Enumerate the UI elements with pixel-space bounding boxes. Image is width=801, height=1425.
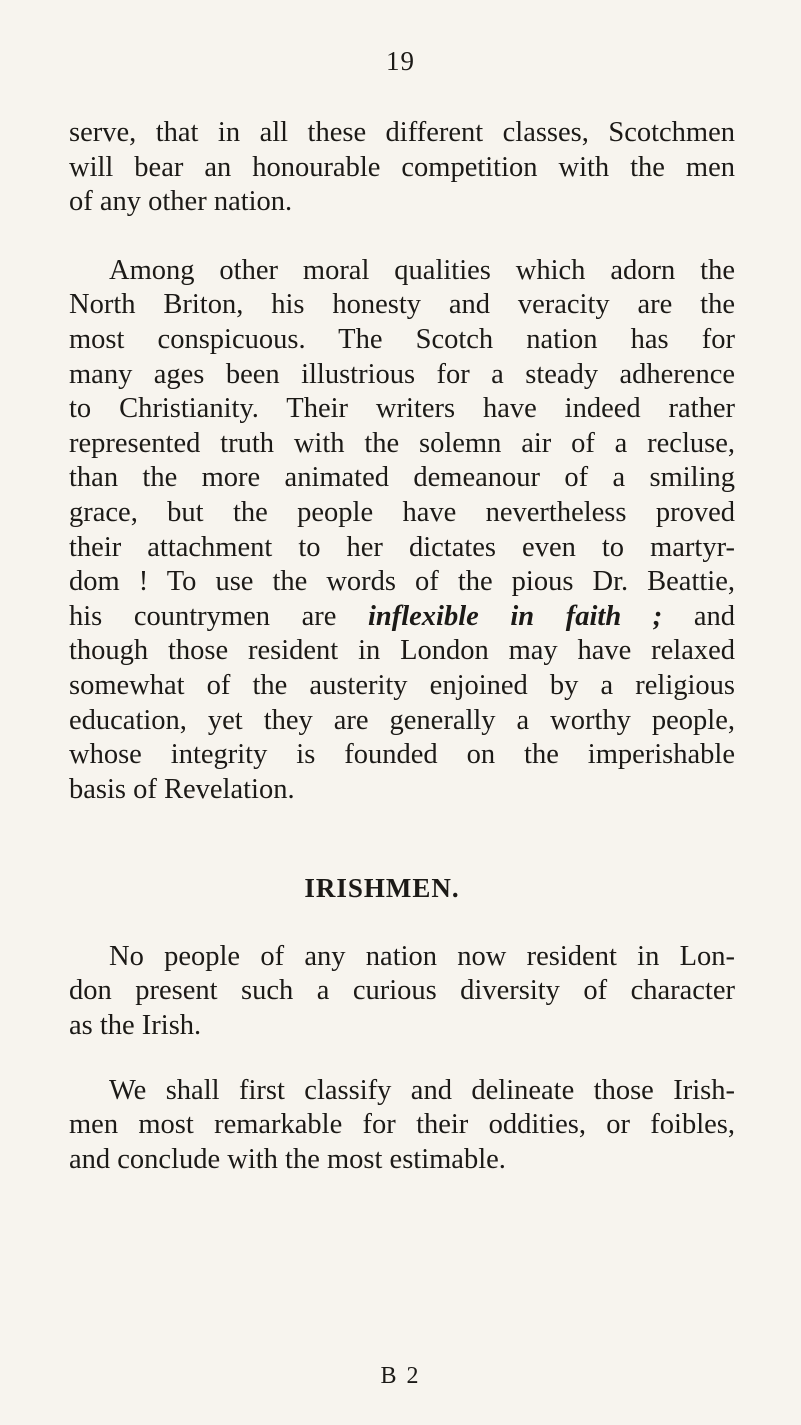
text-run: his countrymen are	[69, 600, 368, 632]
text-line: most conspicuous. The Scotch nation has for	[69, 323, 735, 355]
paragraph-scotchmen-conclusion	[69, 116, 735, 220]
text-line: Among other moral qualities which adorn the	[109, 254, 735, 286]
paragraph-north-briton	[69, 254, 735, 808]
italic-quote: inflexible in faith ;	[367, 600, 663, 632]
text-line: represented truth with the solemn air of a recluse,	[69, 427, 735, 459]
text-line: We shall first classify and delineate those Irish-	[109, 1074, 735, 1106]
text-line: will bear an honourable competition with the men	[69, 151, 735, 183]
text-line: of any other nation.	[69, 186, 293, 218]
text-line: than the more animated demeanour of a smiling	[69, 462, 735, 494]
body-text	[69, 116, 735, 1177]
text-line: basis of Revelation.	[69, 773, 295, 805]
paragraph-irish-classify	[69, 1074, 735, 1178]
text-line: grace, but the people have nevertheless proved	[69, 496, 735, 528]
text-line: education, yet they are generally a worthy people,	[69, 704, 735, 736]
text-line: though those resident in London may have relaxed	[69, 635, 735, 667]
text-line: as the Irish.	[69, 1010, 202, 1042]
text-line: and conclude with the most estimable.	[69, 1143, 506, 1175]
text-line: somewhat of the austerity enjoined by a religious	[69, 669, 735, 701]
text-line: men most remarkable for their oddities, or foibles,	[69, 1109, 735, 1141]
text-run: and	[662, 600, 735, 632]
text-line: North Briton, his honesty and veracity are the	[69, 289, 735, 321]
text-line: No people of any nation now resident in Lon-	[109, 940, 735, 972]
page-number: 19	[386, 46, 415, 76]
signature-mark: B 2	[380, 1363, 421, 1389]
text-line: dom ! To use the words of the pious Dr. Beattie,	[69, 566, 735, 598]
paragraph-irish-diversity	[69, 940, 735, 1044]
text-line-mixed	[69, 600, 735, 635]
text-line: to Christianity. Their writers have indeed rather	[69, 393, 735, 425]
text-line: whose integrity is founded on the imperishable	[69, 739, 735, 771]
section-heading: IRISHMEN.	[304, 873, 460, 904]
text-line: their attachment to her dictates even to martyr-	[69, 531, 735, 563]
text-line: don present such a curious diversity of character	[69, 975, 735, 1007]
text-line: many ages been illustrious for a steady adherence	[69, 358, 735, 390]
text-line: serve, that in all these different classes, Scotchmen	[69, 117, 735, 148]
